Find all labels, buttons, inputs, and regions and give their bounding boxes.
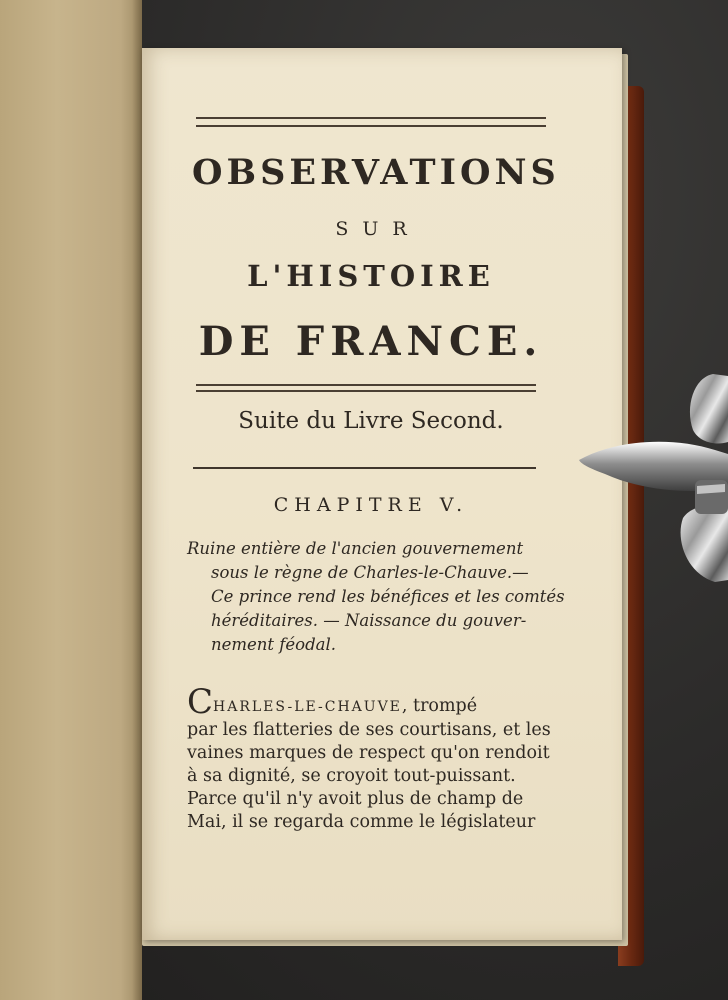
summary-line: sous le règne de Charles-le-Chauve.— [211, 563, 529, 582]
title-observations: OBSERVATIONS [192, 152, 560, 193]
body-line: par les flatteries de ses courtisans, et les [187, 720, 551, 740]
fleur-de-lis-bookmark-icon [575, 368, 728, 590]
left-endpaper [0, 0, 142, 1000]
body-line: Parce qu'il n'y avoit plus de champ de [187, 789, 524, 809]
top-double-rule [196, 117, 546, 127]
mid-double-rule [196, 384, 536, 392]
body-paragraph [187, 682, 551, 834]
title-sur: SUR [335, 218, 421, 240]
subtitle-suite: Suite du Livre Second. [238, 408, 504, 434]
body-line: vaines marques de respect qu'on rendoit [187, 743, 550, 763]
summary-line: nement féodal. [211, 635, 337, 654]
chapter-rule [193, 467, 536, 469]
title-histoire: L'HISTOIRE [247, 259, 495, 293]
body-line: Mai, il se regarda comme le législateur [187, 812, 536, 832]
summary-line: héréditaires. — Naissance du gouver- [211, 611, 527, 630]
small-caps-name: HARLES-LE-CHAUVE [213, 699, 402, 715]
drop-cap: C [187, 682, 214, 722]
body-first-line [187, 682, 547, 722]
chapter-summary [187, 537, 565, 657]
summary-line: Ruine entière de l'ancien gouvernement [187, 539, 524, 558]
first-line-rest: , trompé [401, 696, 478, 716]
summary-line: Ce prince rend les bénéfices et les comtés [211, 587, 565, 606]
title-de-france: DE FRANCE. [198, 318, 544, 365]
body-line: à sa dignité, se croyoit tout-puissant. [187, 766, 516, 786]
chapter-heading: CHAPITRE V. [273, 494, 469, 516]
